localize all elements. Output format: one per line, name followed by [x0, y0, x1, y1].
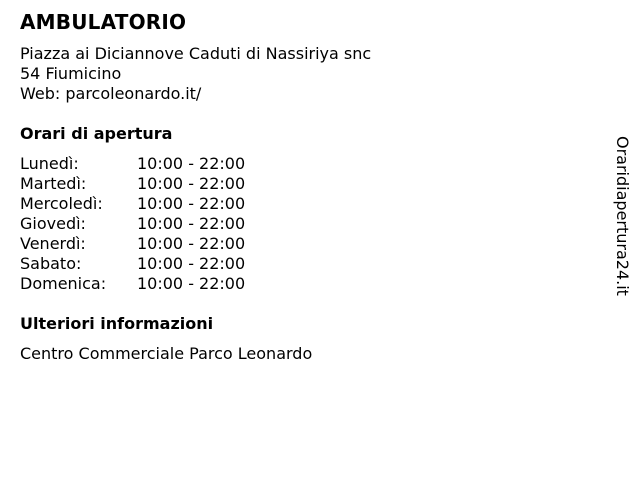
- hours-row-friday: [20, 234, 245, 254]
- opening-hours-heading: Orari di apertura: [20, 124, 173, 143]
- hours-row-sunday: [20, 274, 245, 294]
- time-range: 10:00 - 22:00: [137, 254, 246, 273]
- page-title: AMBULATORIO: [20, 10, 187, 34]
- further-info-text: Centro Commerciale Parco Leonardo: [20, 344, 313, 363]
- time-range: 10:00 - 22:00: [137, 274, 246, 293]
- address-block: [20, 44, 371, 104]
- day-label: Martedì:: [20, 174, 87, 193]
- hours-row-wednesday: [20, 194, 245, 214]
- hours-row-monday: [20, 154, 245, 174]
- time-range: 10:00 - 22:00: [137, 194, 246, 213]
- day-label: Sabato:: [20, 254, 82, 273]
- hours-row-saturday: [20, 254, 245, 274]
- day-label: Giovedì:: [20, 214, 86, 233]
- time-range: 10:00 - 22:00: [137, 154, 246, 173]
- address-street: Piazza ai Diciannove Caduti di Nassiriya snc: [20, 44, 372, 63]
- address-web: Web: parcoleonardo.it/: [20, 84, 202, 103]
- hours-row-thursday: [20, 214, 245, 234]
- day-label: Domenica:: [20, 274, 107, 293]
- hours-row-tuesday: [20, 174, 245, 194]
- time-range: 10:00 - 22:00: [137, 234, 246, 253]
- time-range: 10:00 - 22:00: [137, 214, 246, 233]
- opening-hours-table: [20, 154, 245, 294]
- time-range: 10:00 - 22:00: [137, 174, 246, 193]
- day-label: Mercoledì:: [20, 194, 103, 213]
- further-info-heading: Ulteriori informazioni: [20, 314, 214, 333]
- day-label: Venerdì:: [20, 234, 86, 253]
- site-watermark: Oraridiapertura24.it: [613, 136, 632, 296]
- address-city: 54 Fiumicino: [20, 64, 122, 83]
- day-label: Lunedì:: [20, 154, 79, 173]
